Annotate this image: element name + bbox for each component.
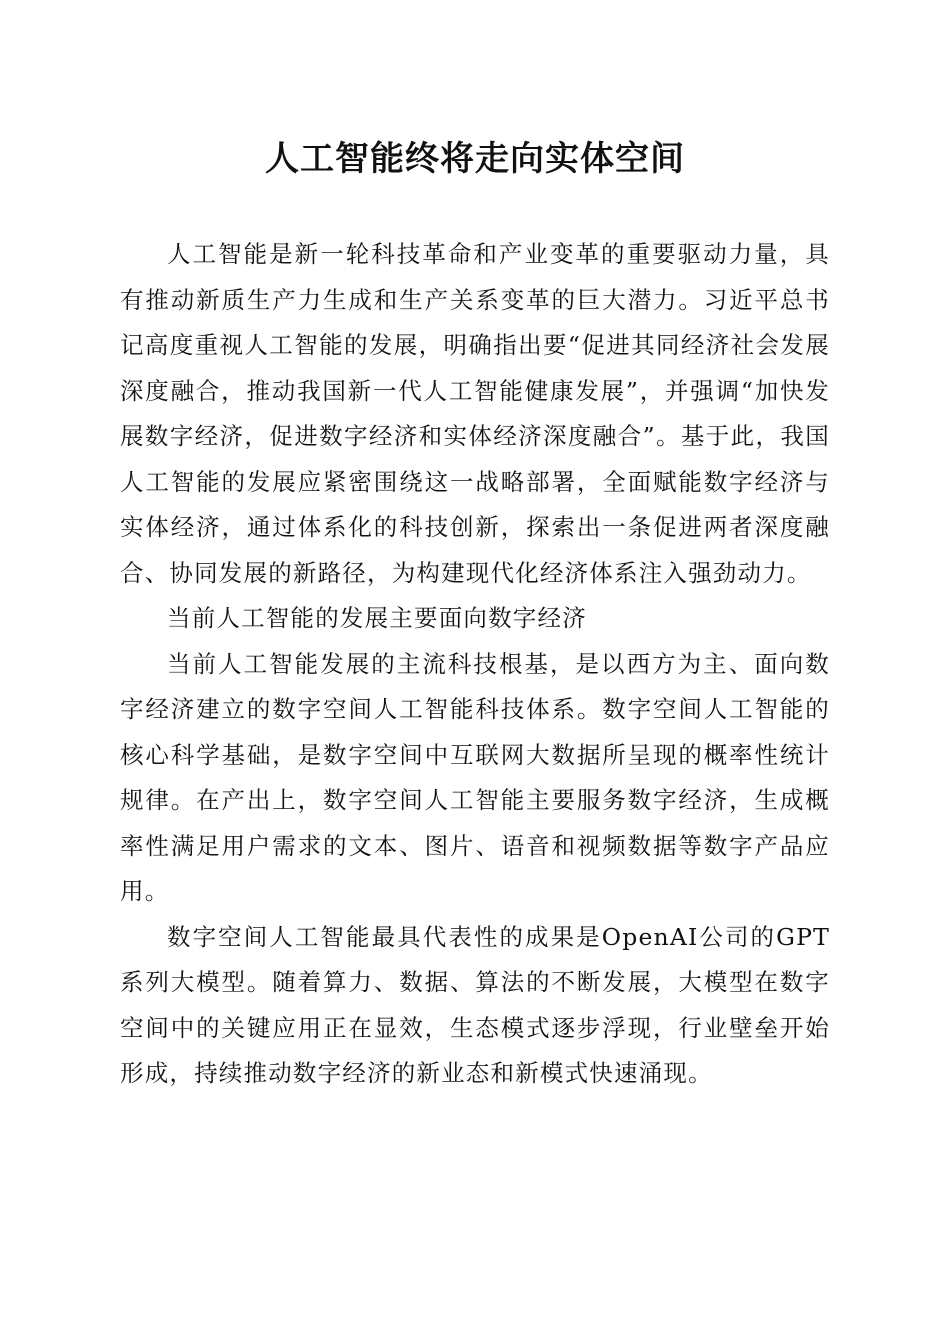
section-heading: 当前人工智能的发展主要面向数字经济	[167, 604, 587, 632]
paragraph-foundation: 当前人工智能发展的主流科技根基，是以西方为主、面向数字经济建立的数字空间人工智能科技体系。数字空间人工智能的核心科学基础，是数字空间中互联网大数据所呈现的概率性统计规律。在产出上，数字空间人工智能主要服务数字经济，生成概率性满足用户需求的文本、图片、语音和视频数据等数字产品应用。	[120, 649, 830, 905]
page-title: 人工智能终将走向实体空间	[265, 139, 685, 179]
paragraph-intro: 人工智能是新一轮科技革命和产业变革的重要驱动力量，具有推动新质生产力生成和生产关系变革的巨大潜力。习近平总书记高度重视人工智能的发展，明确指出要“促进其同经济社会发展深度融合，推动我国新一代人工智能健康发展”，并强调“加快发展数字经济，促进数字经济和实体经济深度融合”。基于此，我国人工智能的发展应紧密围绕这一战略部署，全面赋能数字经济与实体经济，通过体系化的科技创新，探索出一条促进两者深度融合、协同发展的新路径，为构建现代化经济体系注入强劲动力。	[120, 240, 830, 587]
article-body	[120, 232, 830, 1097]
paragraph-gpt: 数字空间人工智能最具代表性的成果是OpenAI公司的GPT系列大模型。随着算力、数据、算法的不断发展，大模型在数字空间中的关键应用正在显效，生态模式逐步浮现，行业壁垒开始形成，持续推动数字经济的新业态和新模式快速涌现。	[120, 922, 830, 1087]
